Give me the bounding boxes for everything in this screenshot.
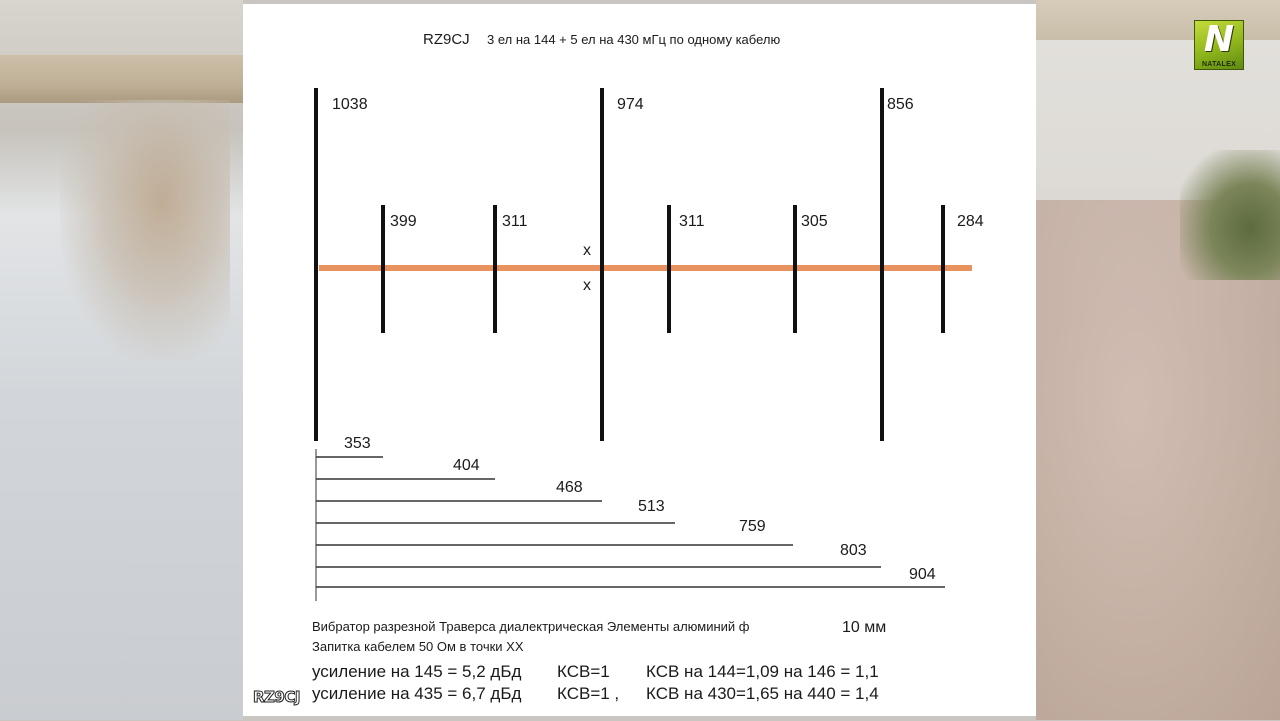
element-diameter: 10 мм [842,619,887,636]
gain-145: усиление на 145 = 5,2 дБд [312,662,522,681]
swr-range-144: КСВ на 144=1,09 на 146 = 1,1 [646,662,879,681]
callsign-watermark: RZ9CJ [253,688,300,706]
spacing-label: 513 [638,498,665,515]
photo-wires [60,100,230,360]
element-length-label: 1038 [332,96,368,113]
photo-foliage [1180,150,1280,280]
swr-435: КСВ=1 , [557,684,620,703]
element-length-label: 974 [617,96,644,113]
feed-point-mark: x [583,277,591,294]
diagram-subtitle: 3 ел на 144 + 5 ел на 430 мГц по одному кабелю [487,32,781,47]
element-length-label: 856 [887,96,914,113]
diagram-sheet [243,4,1036,716]
feed-note: Запитка кабелем 50 Ом в точки ХХ [312,639,524,654]
channel-logo [1194,20,1244,70]
spacing-label: 759 [739,518,766,535]
spacing-label: 353 [344,435,371,452]
element-length-label: 284 [957,213,984,230]
spacing-label: 904 [909,566,936,583]
spacing-label: 404 [453,457,480,474]
antenna-diagram [243,4,1036,716]
swr-145: КСВ=1 [557,662,610,681]
diagram-callsign: RZ9CJ [423,31,470,48]
photo-wooden-beam [0,55,243,103]
logo-letter: N [1203,19,1235,60]
gain-435: усиление на 435 = 6,7 дБд [312,684,522,703]
construction-note: Вибратор разрезной Траверса диалектрическая Элементы алюминий ф [312,619,750,634]
element-length-label: 311 [502,213,528,230]
feed-point-mark: x [583,242,591,259]
element-length-label: 399 [390,213,417,230]
element-length-label: 311 [679,213,705,230]
logo-caption: NATALEX [1201,61,1237,68]
spacing-label: 468 [556,479,583,496]
element-length-label: 305 [801,213,828,230]
spacing-label: 803 [840,542,867,559]
swr-range-430: КСВ на 430=1,65 на 440 = 1,4 [646,684,879,703]
